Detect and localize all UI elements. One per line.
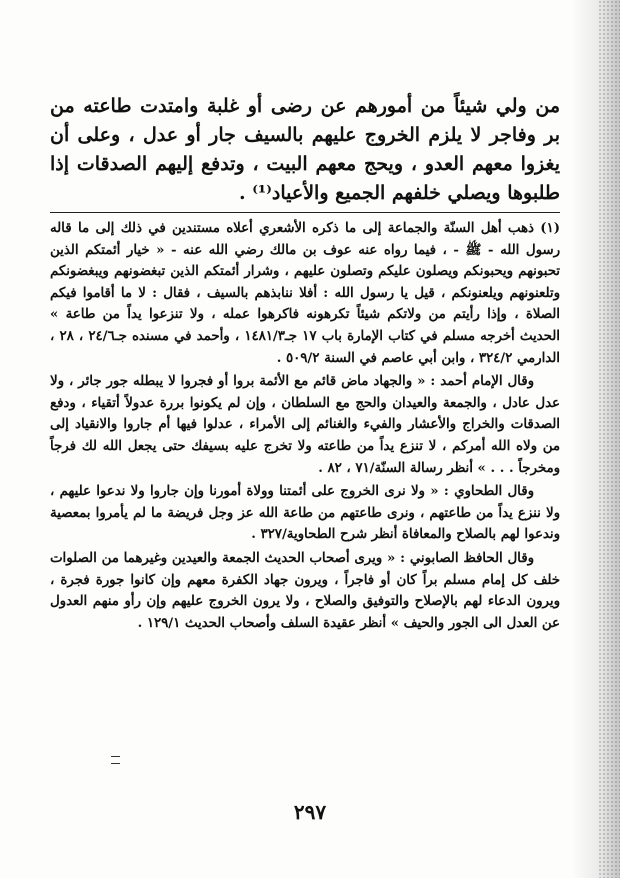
main-paragraph: من ولي شيئاً من أمورهم عن رضى أو غلبة وامتدت طاعته من بر وفاجر لا يلزم الخروج عليهم بالسيف جار أو عدل ، وعلى أن يغزوا معهم العدو ، ويحج معهم البيت ، وتدفع إليهم الصدقات إذا طلبوها ويصلي خلفهم الجميع والأعياد⁽¹⁾ . — [50, 95, 560, 204]
footnote-quote-sabuni: وقال الحافظ الصابوني : « ويرى أصحاب الحديث الجمعة والعيدين وغيرهما من الصلوات خلف كل إمام مسلم براً كان أو فاجراً ، ويرون جهاد الكفرة معهم وإن كانوا جورة فجرة ، ويرون الدعاء لهم بالإصلاح والتوفيق والصلاح ، ولا يرون الخروج عليهم وإن رأو منهم العدول عن العدل الى الجور والحيف » أنظر عقيدة السلف وأصحاب الحديث ١٢٩/١ . — [50, 550, 560, 631]
footnote-quote-ahmad: وقال الإمام أحمد : « والجهاد ماض قائم مع الأئمة بروا أو فجروا لا يبطله جور جائر ، ولا عدل عادل ، والجمعة والعيدان والحج مع السلطان ، وإن لم يكونوا بررة عدولاً أتقياء ، ودفع الصدقات والخراج والأعشار والفيء والغنائم إلى الأمراء ، عدلوا فيها أم جاروا والانقياد إلى من ولاه الله أمركم ، لا تنزع يداً من طاعته ولا تخرج عليه بسيفك حتى يجعل الله لك فرجاً ومخرجاً . . . » أنظر رسالة السنّة/٧١ ، ٨٢ . — [50, 374, 560, 476]
footnote-1: (١) ذهب أهل السنّة والجماعة إلى ما ذكره الأشعري أعلاه مستندين في ذلك إلى ما قاله رسول الله - ﷺ - ، فيما رواه عنه عوف بن مالك رضي الله عنه - « خيار أئمتكم الذين تحبونهم ويحبونكم ويصلون عليكم وتصلون عليهم ، وشرار أئمتكم الذين تبغضونهم ويبغضونكم وتلعنونهم ويلعنونكم ، قيل يا رسول الله : أفلا ننابذهم بالسيف ، فقال : لا ما أقاموا فيكم الصلاة ، وإذا رأيتم من ولاتكم شيئاً تكرهونه فاكرهوا عمله ، ولا تنزعوا يداً من طاعة » الحديث أخرجه مسلم في كتاب الإمارة باب ١٧ جـ١٤٨١/٣ ، وأحمد في مسنده جـ٢٤/٦ ، ٢٨ ، الدارمي ٣٢٤/٢ ، وابن أبي عاصم في السنة ٥٠٩/٢ . — [50, 221, 560, 366]
margin-mark-icon — [111, 756, 120, 764]
footnotes-block — [50, 218, 560, 634]
footnote-quote-tahawi: وقال الطحاوي : « ولا نرى الخروج على أئمتنا وولاة أمورنا وإن جاروا ولا ندعوا عليهم ، ولا ننزع يداً من طاعتهم ، ونرى طاعتهم من طاعة الله عز وجل فريضة ما لم يأمروا بمعصية وندعوا لهم بالصلاح والمعافاة أنظر شرح الطحاوية/٣٢٧ . — [50, 484, 560, 543]
footnote-divider — [50, 212, 560, 213]
scan-edge-noise — [598, 0, 620, 878]
main-text-block — [50, 92, 560, 208]
page-number: ٢٩٧ — [293, 800, 327, 824]
